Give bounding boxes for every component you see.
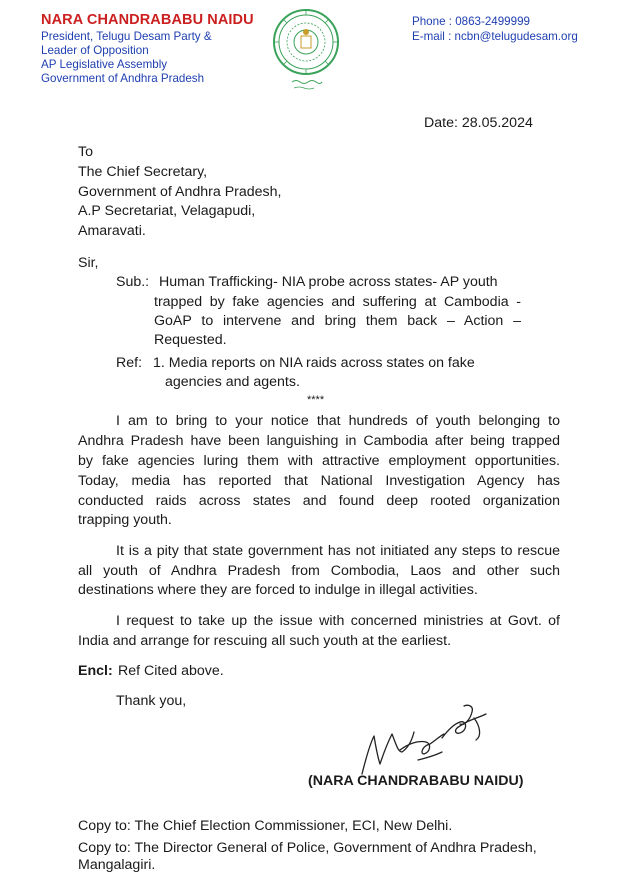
body-line: I am to bring to your notice that hundreds of youth belonging to: [116, 413, 560, 429]
recipient-to: To: [78, 144, 93, 160]
copy-to-line: Mangalagiri.: [78, 857, 156, 873]
recipient-line: Amaravati.: [78, 223, 146, 239]
sender-title-line: President, Telugu Desam Party &: [41, 30, 212, 43]
letter-date: Date: 28.05.2024: [424, 115, 533, 131]
body-line: I request to take up the issue with concerned ministries at Govt. of: [116, 613, 560, 629]
reference-line: agencies and agents.: [165, 374, 300, 390]
body-line: Today, media has reported that National Investigation Agency has: [78, 473, 560, 489]
copy-to-line: Copy to: The Director General of Police, Government of Andhra Pradesh,: [78, 840, 537, 856]
sender-title-line: AP Legislative Assembly: [41, 58, 168, 71]
body-line: Andhra Pradesh have been languishing in Cambodia after being trapped: [78, 433, 560, 449]
body-line: by fake agencies luring them with attractive employment opportunities.: [78, 453, 560, 469]
salutation: Sir,: [78, 255, 99, 271]
closing: Thank you,: [116, 693, 187, 709]
reference-label: Ref:: [116, 355, 143, 371]
subject-label: Sub.:: [116, 274, 150, 290]
sender-name: NARA CHANDRABABU NAIDU: [41, 12, 254, 28]
body-line: conducted raids across states and found deep rooted organization: [78, 493, 560, 509]
signature-icon: [356, 700, 496, 778]
body-line: destinations where they are forced to indulge in illegal activities.: [78, 582, 478, 598]
body-line: all youth of Andhra Pradesh from Combodia, Laos and other such: [78, 563, 560, 579]
subject-line: Human Trafficking- NIA probe across states- AP youth: [159, 274, 498, 290]
reference-line: 1. Media reports on NIA raids across states on fake: [153, 355, 475, 371]
enclosure-label: Encl:: [78, 663, 113, 679]
enclosure-text: Ref Cited above.: [118, 663, 224, 679]
recipient-line: A.P Secretariat, Velagapudi,: [78, 203, 256, 219]
subject-line: Requested.: [154, 332, 227, 348]
subject-line: trapped by fake agencies and suffering at Cambodia -: [154, 294, 521, 310]
body-line: trapping youth.: [78, 512, 172, 528]
recipient-line: The Chief Secretary,: [78, 164, 208, 180]
signatory-name: (NARA CHANDRABABU NAIDU): [308, 773, 524, 789]
sender-title-line: Government of Andhra Pradesh: [41, 72, 205, 85]
body-line: India and arrange for rescuing all such youth at the earliest.: [78, 633, 452, 649]
body-line: It is a pity that state government has not initiated any steps to rescue: [116, 543, 560, 559]
copy-to-line: Copy to: The Chief Election Commissioner, ECI, New Delhi.: [78, 818, 453, 834]
email-address: E-mail : ncbn@telugudesam.org: [412, 30, 578, 43]
separator: ****: [307, 394, 325, 406]
recipient-line: Government of Andhra Pradesh,: [78, 184, 282, 200]
subject-line: GoAP to intervene and bring them back – Action –: [154, 313, 521, 329]
government-seal-icon: [272, 2, 340, 96]
phone-number: Phone : 0863-2499999: [412, 15, 530, 28]
sender-title-line: Leader of Opposition: [41, 44, 149, 57]
